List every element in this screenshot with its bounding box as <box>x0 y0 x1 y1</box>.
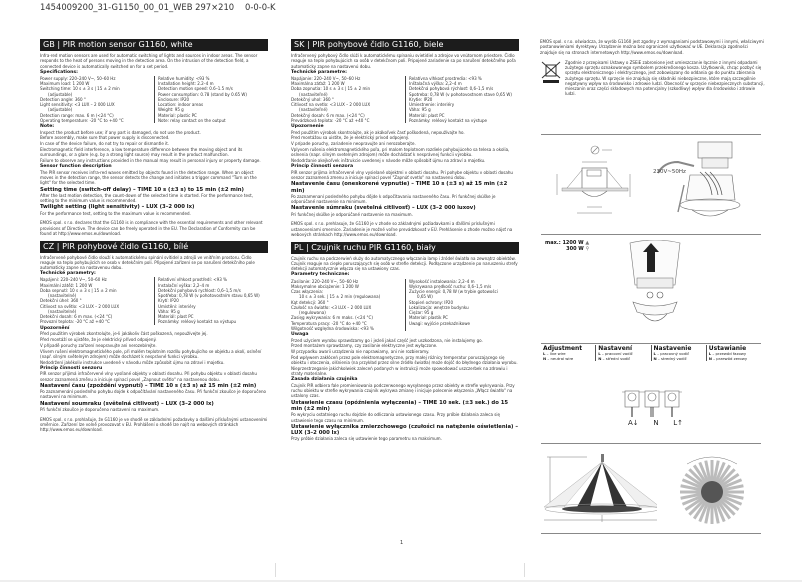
note-item: Pred montážou sa uistite, že je elektrický prívod odpojený. <box>291 135 410 141</box>
spec-item: Power consumption: 0.78 (stand by 0.65 W) <box>158 91 247 97</box>
page-number: 1 <box>400 540 404 546</box>
spec-item: Enclosure: IP20 <box>158 96 190 102</box>
note-item: Przed montażem sprawdzamy, czy zasilanie elektryczne jest wyłączone. <box>291 343 438 349</box>
time-setting-text: Po zaznamenání posledního pohybu dojde k odpočítávání nastaveného času. Při funkční zkoušce je doporučeno nastavení na minimum. <box>40 389 266 400</box>
column-middle <box>291 39 519 442</box>
spec-title: Technické parametre: <box>291 69 347 75</box>
lux-setting-title: Ustawienie wyłącznika zmierzchowego (czułości na natężenie oświetlenia) – LUX (3–2 000 lx) <box>291 423 518 437</box>
lux-setting-title: Twilight setting (light sensitivity) – LUX (3–2 000 lx) <box>40 204 195 211</box>
note-item: Before assembly, make sure that power supply is disconnected. <box>40 135 170 141</box>
spec-item: Materiál: plast PC <box>409 112 445 118</box>
function-title: Princip činnosti senzoru <box>40 365 103 371</box>
spec-item: Umiestnenie: interiéry <box>409 102 455 108</box>
diagram-area <box>530 0 802 582</box>
note-item: Pred použitím výrobok skontrolujte, ak je akákoľvek časť poškodená, nepoužívajte ho. <box>291 129 465 135</box>
wire-l: L <box>598 351 601 356</box>
spec-right <box>154 277 268 324</box>
spec-item: Provozní teplota: -20 °C až +40 °C <box>40 319 110 325</box>
wire-n-text: – střední vodič <box>601 355 631 361</box>
wire-n-text: – stredný vodič <box>656 355 687 361</box>
note-item: V prípade poruchy, zariadenie neopravujte ani nerozoberajte. <box>291 141 416 147</box>
spec-item: Instalační výška: 2,2–4 m <box>158 282 210 288</box>
spec-item: 10 s ± 3 sek. | 15 ± 2 min (regulowana) <box>299 294 381 300</box>
spec-item: Detekčný dosah: 6 m max. (<24 °C) <box>291 112 365 118</box>
spec-item: Stopień ochrony: IP20 <box>409 299 454 305</box>
spec-item: Detekčný uhol: 360 ° <box>291 96 334 102</box>
adjustment-pl <box>706 345 761 361</box>
note-item: Electromagnetic field interference, a low temperature difference between the moving object and its surroundings, or a glare (e.g. by a strong light source) may result in the product malfunction. <box>40 146 243 158</box>
adjustment-gb <box>541 345 595 361</box>
spec-item: Váha: 95 g <box>409 107 431 113</box>
sensor-mounting-icon <box>625 240 685 330</box>
spec-item: Doba sepnutí: 10 s ± 3 s | 15 ± 2 min <box>40 287 117 293</box>
intro-text: Infračervené pohybové čidlo slouží k automatickému spínání svítidel a zdrojů ve vnitřním prostoru. Čidlo reaguje na teplo pohybujících se osob v detekčním poli. Připojené zařízení se po narušení detekčního pole automaticky zapne na nastavenou dobu. <box>40 254 255 271</box>
spec-item: Lokalizacja: wnętrze budynku <box>409 304 469 310</box>
function-text: Czujnik PIR odbiera fale promieniowania podczerwonego wysyłanego przez obiekty w strefie wykrywania. Przy ruchu obiektu w strefie wykrywania czujnik wykrywa zmianę i inicjuje polecenie włączenia „Włącz światło" na ustalony czas. <box>291 382 515 399</box>
spec-title: Parametry techniczne: <box>291 272 350 278</box>
spec-right <box>154 76 268 123</box>
spec-item: (nastaviteľné) <box>299 107 328 113</box>
spec-item: (adjustable) <box>48 107 73 113</box>
spec-item: Czas włączenia: <box>291 289 324 295</box>
detection-range-side-icon <box>542 452 657 527</box>
wire-l-text: – pracovný vodič <box>655 351 690 356</box>
time-setting-text: After the last motion detection, the count-down of the selected time is started. For the performance test, setting to the minimum value is recommended. <box>40 192 253 204</box>
spec-title: Specifications: <box>40 69 79 75</box>
time-setting-title: Ustawienie czasu (opóźnienia wyłączenia) – TIME 10 sek. (±3 sek.) do 15 min (±2 min) <box>291 399 509 412</box>
terminal-l: L↑ <box>673 419 683 427</box>
adjustment-title: Ustawianie <box>708 345 747 352</box>
adjustment-cz <box>595 345 650 361</box>
intro-text: Infračervený pohybový čidlo slúži k automatickému spínaniu svietidiel a zdrojov vo vnútornom priestore. Čidlo reaguje na teplo pohybujúcich sa osôb v detekčnom poli. Pripojené zariadenie sa po narušení detekčného poľa automaticky zapne na nastavenú dobu. <box>291 53 516 69</box>
spec-item: Weight: 95 g <box>158 107 184 113</box>
spec-table <box>291 76 519 123</box>
spec-left <box>291 76 405 123</box>
spec-item: Poznámky: reléový kontakt na výstupu <box>158 319 237 325</box>
spec-item: Detekční dosah: 6 m max. (<24 °C) <box>40 314 113 320</box>
detection-center <box>701 481 723 503</box>
spec-item: Detekčná pohybová rýchlosť: 0,6–1,5 m/s <box>409 86 494 92</box>
divider <box>541 533 761 534</box>
adjustment-sk <box>651 345 706 361</box>
spec-item: Citlivost na světlo: <3 LUX – 2 000 LUX <box>40 303 120 309</box>
installation-drawing-icon <box>650 140 750 225</box>
spec-item: Location: indoor areas <box>158 102 204 108</box>
spec-item: Switching time: 10 s ± 3 s | 15 ± 2 min <box>40 86 120 92</box>
spec-item: (nastavitelné) <box>48 308 77 314</box>
spec-right <box>405 76 519 123</box>
note-item: Před použitím výrobek zkontrolujte, je-li jakákoliv část poškozená, nepoužívejte jej. <box>40 331 208 337</box>
spec-item: Detekční úhel: 360 ° <box>40 298 82 304</box>
declaration-text: EMOS spol. s r.o. declares that the G1160 is in compliance with the essential requirements and other relevant provisions of Directive. The device can be freely operated in the EU. The Declaration of Conformity can be found at http://www.emos.eu/download. <box>40 220 263 236</box>
crop-mark <box>275 563 276 577</box>
function-text: PIR senzor přijímá infračervené vlny vysílané objekty v oblasti dosahu. Při pohybu objektu v oblasti dosahu senzor zaznamená změnu a iniciuje spínací povel „Zapnout světlo" na nastavenou dobu. <box>40 371 257 382</box>
section-cz <box>40 241 268 433</box>
dimension-drawing-icon <box>552 140 637 220</box>
note-title: Upozornění <box>40 325 70 331</box>
wire-n-text: – przewód zerowy <box>711 355 748 361</box>
spec-item: Kąt detekcji: 360 ° <box>291 299 329 305</box>
spec-item: Umístění: interiéry <box>158 303 196 309</box>
spec-item: Váha: 95 g <box>158 308 180 314</box>
pl-declaration: EMOS spol. s r.o. oświadcza, że wyrób G1160 jest zgodny z wymaganiami podstawowymi i innymi, właściwymi postanowieniami dyrektywy. Urządzenie można bez ograniczeń użytkować w UE. Deklaracja zgodności znajduje się na stronach internetowych http://www.emos.eu/download. <box>540 39 764 55</box>
spec-item: Uwagi: wyjście przekaźnikowe <box>409 320 471 326</box>
time-setting-title: Nastavení času (zpoždění vypnutí) – TIME 10 s (±3 s) až 15 min (±2 min) <box>40 382 257 389</box>
lux-setting-text: Pri funkčnej skúške je odporúčané nastavenie na maximum. <box>291 211 413 217</box>
divider <box>541 343 761 344</box>
spec-item: Relatívna vlhkosť prostredia: <93 % <box>409 75 482 81</box>
spec-item: Wilgotność względna środowiska: <93 % <box>291 325 374 331</box>
function-title: Sensor function description <box>40 164 112 170</box>
max-load-led-value: 300 W <box>566 246 584 252</box>
function-title: Princíp činnosti senzora <box>291 164 354 170</box>
divider <box>541 443 761 444</box>
section-title: GB | PIR motion sensor G1160, white <box>40 39 268 51</box>
note-item: In case of the device failure, do not try to repair or dismantle it. <box>40 141 170 147</box>
print-header <box>40 2 276 12</box>
time-setting-text: Po wykryciu ostatniego ruchu dojdzie do odliczania ustawionego czasu. Przy próbie działania zaleca się ustawienie tego czasu na minimum. <box>291 412 501 423</box>
note-item: Nieprzestrzeganie jakichkolwiek zaleceń podanych w instrukcji może spowodować uszczerbek na zdrowiu i straty materialne. <box>291 365 508 377</box>
lux-setting-text: Při funkční zkoušce je doporučeno nastavení na maximum. <box>40 407 160 412</box>
spec-item: Citlivosť na svetlo: <3 LUX – 2 000 LUX <box>291 102 371 108</box>
wire-n: N <box>598 355 602 361</box>
spec-item: 0,65 W) <box>417 294 433 300</box>
note-item: Inspect the product before use; if any part is damaged, do not use the product. <box>40 129 201 135</box>
terminal-block-icon <box>620 388 685 423</box>
time-setting-title: Nastavenie času (oneskorené vypnutie) – TIME 10 s (±3 s) až 15 min (±2 min) <box>291 181 508 194</box>
spec-item: Detection angle: 360 ° <box>40 96 86 102</box>
spec-item: Czułość na światło: <3 LUX – 2 000 LUX <box>291 304 372 310</box>
wire-l-text: – pracovní vodič <box>600 351 633 356</box>
voltage-label: 230V~50Hz <box>653 169 686 175</box>
terminal-n: N <box>653 419 659 427</box>
wire-l: L <box>708 351 712 356</box>
time-setting-title: Setting time (switch-off delay) – TIME 10 s (±3 s) to 15 min (±2 min) <box>40 186 244 193</box>
section-title: PL | Czujnik ruchu PIR G1160, biały <box>291 242 519 254</box>
section-gb <box>40 39 268 236</box>
spec-item: Power supply: 220–240 V~, 50–60 Hz <box>40 75 116 81</box>
spec-left <box>40 277 154 324</box>
file-code: 1454009200_31-G1150_00_01_WEB 297×210 <box>40 2 235 12</box>
function-title: Zasada działania czujnika <box>291 377 358 383</box>
spec-item: Maximální zátěž: 1 200 W <box>40 282 93 288</box>
adjustment-legend <box>541 345 761 361</box>
spec-item: Materiál: plast PC <box>158 314 194 320</box>
section-pl <box>291 242 519 442</box>
note-title: Uwaga <box>291 332 309 338</box>
spec-item: Detekční pohybová rychlost: 0,6–1,5 m/s <box>158 287 241 293</box>
section-sk <box>291 39 519 237</box>
spec-item: Inštalačná výška: 2,2–4 m <box>409 81 462 87</box>
note-item: W przypadku awarii urządzenia nie naprawiamy, ani nie rozbieramy. <box>291 349 430 355</box>
wire-l: L <box>543 351 546 356</box>
terminal-a: A↓ <box>628 419 639 427</box>
spec-item: Light sensitivity: <3 LUX – 2 000 LUX <box>40 102 115 108</box>
section-title: SK | PIR pohybové čidlo G1160, biele <box>291 39 519 51</box>
weee-notice: Zgodnie z przepisami Ustawy o ZSEiE zabronione jest umieszczanie łącznie z innymi odpadami zużytego sprzętu oznakowanego symbolem przekreślonego kosza. Użytkownik, chcąc pozbyć się sprzętu elektronicznego i elektrycznego, jest zobowiązany do oddania go do punktu zbierania zużytego sprzętu. W sprzęcie nie znajdują się składniki niebezpieczne, które mają szczególnie negatywny wpływ na środowisko i zdrowie ludzi. Obecność w sprzęcie niebezpiecznych substancji, mieszanin oraz części składowych ma potencjalny (szkodliwy) wpływ dla środowisko i zdrowie ludzi. <box>565 59 765 97</box>
spec-item: Krytí: IP20 <box>158 298 179 304</box>
max-load-value: max.: 1200 W <box>545 240 584 246</box>
spec-left <box>291 279 405 332</box>
lux-setting-text: Przy próbie działania zaleca się ustawienie tego parametru na maksimum. <box>291 436 442 442</box>
wire-l: L <box>653 351 656 356</box>
spec-item: Maksymalne obciążenie: 1 200 W <box>291 283 359 289</box>
wire-n: N <box>708 355 712 361</box>
wire-n: N <box>543 355 547 361</box>
spec-item: Installation height: 2.2–4 m <box>158 81 214 87</box>
spec-item: (adjustable) <box>48 91 73 97</box>
spec-item: (nastavitelné) <box>48 293 77 299</box>
lamp-icon: ▲ <box>585 240 590 246</box>
note-item: Nedodržení jakékoliv instrukce uvedené v návodu může způsobit újmu na zdraví i majetku. <box>40 359 225 365</box>
spec-item: Wysokość instalowania: 2,2–4 m <box>409 278 475 284</box>
time-setting-text: Po zaznamenaní posledného pohybu dôjde k odpočítavaniu nastaveného času. Pri funkčnej skúške je odporúčané nastavenie na minimum. <box>291 193 496 205</box>
spec-item: Materiał: plastik PC <box>409 315 449 321</box>
spec-item: Relativní vlhkost prostředí: <93 % <box>158 277 227 283</box>
spec-item: (regulowana) <box>299 310 326 316</box>
spec-item: Temperatura pracy: -20 °C do +40 °C <box>291 320 367 326</box>
note-item: Przed użyciem wyrobu sprawdzamy go i jeżeli jakaś część jest uszkodzona, nie instalujemy go. <box>291 337 483 343</box>
column-left <box>40 39 268 433</box>
function-text: PIR senzor prijíma infračervené vlny vysielané objektmi v oblasti dosahu. Pri pohybe objektu v oblasti dosahu senzor zaznamená zmenu a iniciuje spínací povel "Zapnúť svetlo" na nastavenú dobu. <box>291 169 513 181</box>
spec-item: Operating temperature: -20 °C to +40 °C <box>40 117 124 123</box>
spec-table <box>40 76 268 123</box>
terminal-labels <box>628 419 683 427</box>
spec-table <box>40 277 268 324</box>
lux-setting-title: Nastavenie súmraku (svetelná citlivosť) – LUX (3–2 000 luxov) <box>291 205 476 212</box>
spec-item: Zasilanie: 220–240 V~, 50–60 Hz <box>291 278 359 284</box>
wire-l-text: – live wire <box>545 351 566 356</box>
note-item: Pod wpływem zakłóceń przez pole elektromagnetyczne, przy małej różnicy temperatur poruszającego się obiektu i otoczenia, olśnienia (na przykład przez silne źródło światła) może dojść do błędnego działania wyrobu. <box>291 354 518 366</box>
note-item: V případě poruchy zařízení neopravujte ani nerozebírejte. <box>40 342 157 348</box>
note-title: Upozornenie <box>291 124 324 130</box>
lux-setting-title: Nastavení soumraku (světelná citlivost) – LUX (3–2 000 lx) <box>40 400 214 407</box>
bulb-icon: ⚲ <box>585 246 590 252</box>
note-item: Failure to observe any instructions provided in the manual may result in personal injury or property damage. <box>40 157 261 163</box>
spec-item: (nastaviteľné) <box>299 91 328 97</box>
spec-item: Prevádzková teplota: -20 °C až +40 °C <box>291 117 370 123</box>
note-item: Nedodržanie akejkoľvek inštrukcie uvedenej v návode môže spôsobiť újmu na zdraví a majetku. <box>291 157 486 163</box>
max-load-label <box>545 240 589 252</box>
spec-table <box>291 279 519 332</box>
note-item: Vplyvom rušenia elektromagnetického poľa, pri malom teplotnom rozdiele pohybujúceho sa telesa a okolia, oslnenia (napr. silným svetelným zdrojom) môže dochádzať k nesprávnej funkcii výrobku. <box>291 146 510 158</box>
detection-range-top-icon <box>675 450 750 530</box>
spec-item: Spotreba: 0,78 W (v pohotovostnom stave 0,65 W) <box>409 91 513 97</box>
adjustment-title: Nastavení <box>598 345 633 352</box>
spec-item: Detection motion speed: 0.6–1.5 m/s <box>158 86 233 92</box>
divider <box>541 234 761 235</box>
wire-n-text: – neutral wire <box>546 355 574 361</box>
note-item: Před montáží se ujistěte, že je elektrický přívod odpojený. <box>40 337 157 343</box>
intro-text: Infra-red motion sensors are used for automatic switching of lights and sources in indoor areas. The sensor responds to the heat of persons moving in the detection area. On the intrusion of the detection field, a connected device is automatically switched on for a set period. <box>40 53 258 69</box>
lux-setting-text: For the performance test, setting to the maximum value is recommended. <box>40 210 191 216</box>
divider <box>541 134 761 135</box>
spec-item: Maximálna záťaž: 1 200 W <box>291 81 345 87</box>
adjustment-title: Adjustment <box>543 345 583 352</box>
spec-item: Krytie: IP20 <box>409 96 433 102</box>
spec-item: Detection range: max. 6 m (<24 °C) <box>40 112 114 118</box>
color-code: 0-0-0-K <box>245 2 276 12</box>
spec-right <box>405 279 519 332</box>
spec-item: Napájanie: 220–240 V~, 50–60 Hz <box>291 75 361 81</box>
spec-item: Zużycie energii: 0,78 W (w trybie gotowości <box>409 289 498 295</box>
spec-item: Note: relay contact on the output <box>158 117 226 123</box>
crop-mark <box>524 563 525 577</box>
wire-n: N <box>653 355 657 361</box>
note-title: Note: <box>40 124 55 130</box>
declaration-text: EMOS spol. s r.o. prohlašuje, že G1160 je ve shodě se základními požadavky a dalšími příslušnými ustanoveními směrnice. Zařízení lze volně provozovat v EU. Prohlášení o shodě lze najít na webových stránkách http://www.emos.eu/download. <box>40 416 268 433</box>
spec-title: Technické parametry: <box>40 271 96 277</box>
section-title: CZ | PIR pohybové čidlo G1160, bílé <box>40 241 268 253</box>
adjustment-title: Nastavenie <box>653 345 692 352</box>
spec-item: Relative humidity: <93 % <box>158 75 210 81</box>
spec-left <box>40 76 154 123</box>
spec-item: Doba zopnutia: 10 s ± 3 s | 15 ± 2 min <box>291 86 371 92</box>
spec-item: Wykrywana prędkość ruchu: 0,6–1,5 m/s <box>409 283 492 289</box>
spec-item: Poznámky: reléový kontakt na výstupe <box>409 117 488 123</box>
spec-item: Maximum load: 1 200 W <box>40 81 90 87</box>
wire-l-text: – przewód fazowy <box>711 351 747 356</box>
spec-item: Napájení: 220–240 V~, 50–60 Hz <box>40 277 107 283</box>
note-item: Vlivem rušení elektromagnetického pole, při malém teplotním rozdílu pohybujícího se objektu a okolí, oslnění (např. silným světelným zdrojem) může docházet k nesprávné funkci výrobku. <box>40 348 262 359</box>
function-text: The PIR sensor receives infra-red waves emitted by objects found in the detection range. When an object moves in the detection range, the sensor detects the change and initiates a trigger command "Turn on the light" for the selected time. <box>40 169 257 186</box>
spec-item: Ciężar: 95 g <box>409 310 434 316</box>
spec-item: Material: plastic PC <box>158 112 197 118</box>
spec-item: Spotřeba: 0,78 W (v pohotovostním stavu 0,65 W) <box>158 293 260 299</box>
spec-item: Zasięg wykrywania: 6 m maks. (<24 °C) <box>291 315 373 321</box>
intro-text: Czujnik ruchu na podczerwień służy do automatycznego włączania lamp i źródeł światła na zewnątrz obiektów. Czujnik reaguje na ciepło poruszających się osób w strefie detekcji. Podłączone urządzenie po naruszeniu strefy detekcji automatycznie włącza się na ustawiony czas. <box>291 255 518 272</box>
declaration-text: EMOS spol. s r.o. prehlasuje, že G1160 je v zhode so základnými požiadavkami a ďalšími príslušnými ustanoveniami smernice. Zariadenie je možné voľne prevádzkovať v EÚ. Prehlásenie o zhode možno nájsť na webových stránkach http://www.emos.eu/download. <box>291 221 513 237</box>
